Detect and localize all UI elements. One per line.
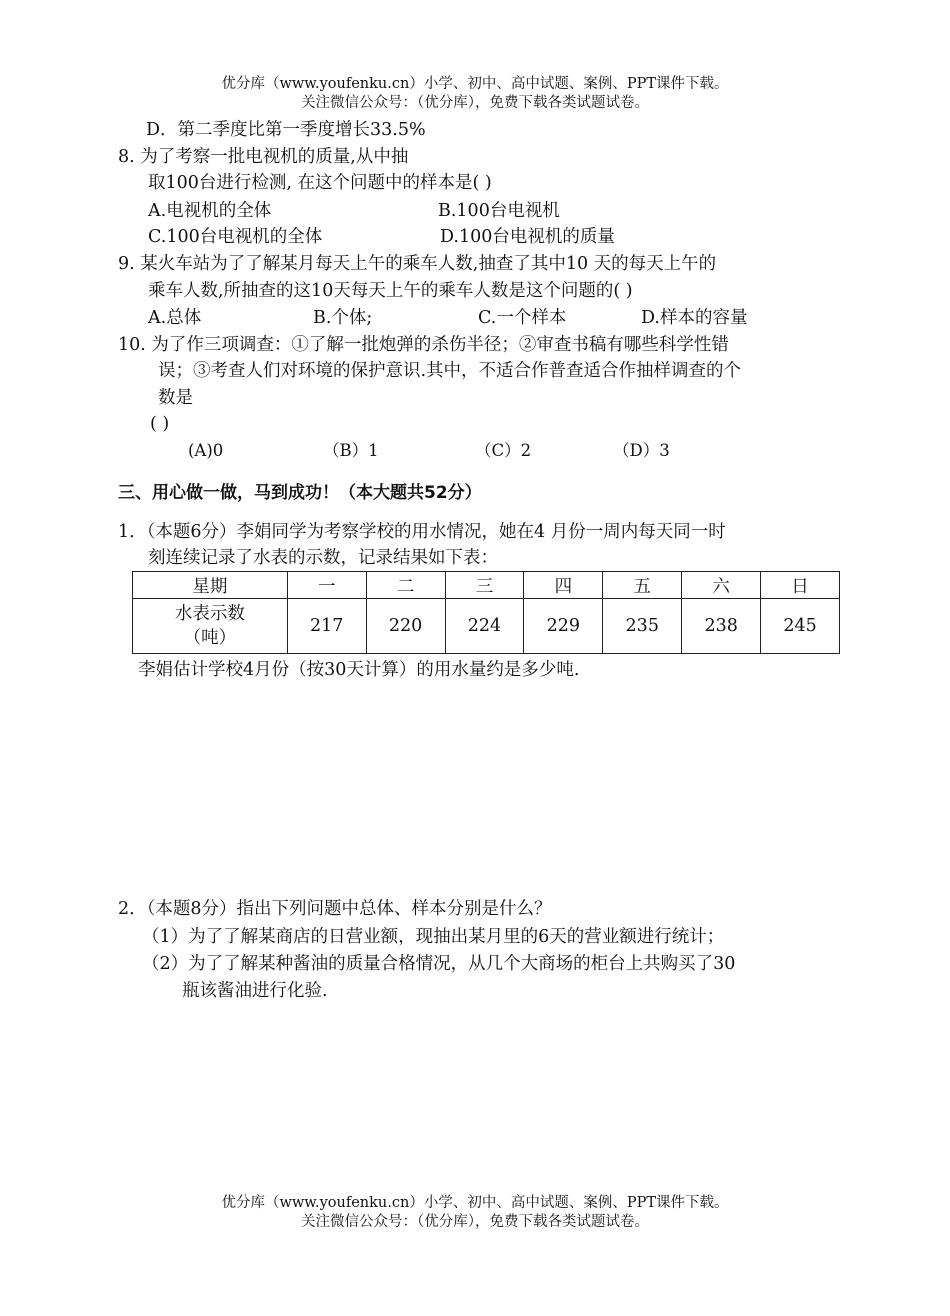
- q10-option-d: （D）3: [613, 441, 670, 460]
- q10-stem-line-2: 误；③考查人们对环境的保护意识.其中，不适合作普查适合作抽样调查的个: [158, 361, 742, 381]
- table-header-row: [133, 572, 840, 599]
- table-row-label-line-2: （吨）: [183, 628, 237, 648]
- q8-option-a: A.电视机的全体: [148, 201, 272, 221]
- q8-option-c: C.100台电视机的全体: [148, 227, 323, 247]
- table-day-cell: 四: [524, 572, 603, 599]
- q9-option-b: B.个体;: [313, 308, 373, 328]
- q9-stem-line-1: 9. 某火车站为了了解某月每天上午的乘车人数,抽查了其中10 天的每天上午的: [118, 254, 717, 274]
- table-day-cell: 一: [287, 572, 366, 599]
- q10-stem-line-3: 数是: [158, 388, 193, 408]
- q9-stem-line-2: 乘车人数,所抽查的这10天每天上午的乘车人数是这个问题的( ): [148, 281, 633, 301]
- p1-stem-line-2: 刻连续记录了水表的示数，记录结果如下表：: [148, 548, 498, 568]
- q8-stem-line-1: 8. 为了考察一批电视机的质量,从中抽: [118, 147, 409, 167]
- table-value-cell: 217: [287, 599, 366, 654]
- table-value-cell: 220: [366, 599, 445, 654]
- table-value-cell: 229: [524, 599, 603, 654]
- q8-option-b: B.100台电视机: [438, 201, 560, 221]
- p1-question: 李娟估计学校4月份（按30天计算）的用水量约是多少吨.: [138, 660, 580, 680]
- q9-option-d: D.样本的容量: [641, 308, 748, 328]
- water-meter-table: [132, 571, 840, 654]
- header-line-2: 关注微信公众号：（优分库），免费下载各类试题试卷。: [301, 95, 649, 111]
- q10-stem-line-1: 10. 为了作三项调查：①了解一批炮弹的杀伤半径；②审查书稿有哪些科学性错: [118, 335, 729, 355]
- table-value-cell: 245: [761, 599, 840, 654]
- q10-option-a: (A)0: [188, 441, 224, 460]
- p2-sub-1: （1）为了了解某商店的日营业额，现抽出某月里的6天的营业额进行统计；: [142, 927, 725, 947]
- table-value-row: [133, 599, 840, 654]
- table-value-cell: 224: [445, 599, 524, 654]
- section-3-title: 三、用心做一做，马到成功！（本大题共52分）: [118, 483, 482, 503]
- q9-option-c: C.一个样本: [478, 308, 567, 328]
- q10-option-b: （B）1: [323, 441, 379, 460]
- table-value-cell: 235: [603, 599, 682, 654]
- table-day-cell: 日: [761, 572, 840, 599]
- p1-stem-line-1: 1．（本题6分）李娟同学为考察学校的用水情况，她在4 月份一周内每天同一时: [118, 522, 726, 542]
- table-row-label-line-1: 水表示数: [174, 604, 245, 624]
- table-day-cell: 二: [366, 572, 445, 599]
- footer-line-1: 优分库（www.youfenku.cn）小学、初中、高中试题、案例、PPT课件下载。: [221, 1195, 729, 1211]
- q8-option-d: D.100台电视机的质量: [440, 227, 615, 247]
- p2-stem: 2．（本题8分）指出下列问题中总体、样本分别是什么？: [118, 899, 552, 919]
- q10-answer-paren: ( ): [150, 414, 170, 434]
- q8-stem-line-2: 取100台进行检测, 在这个问题中的样本是( ): [148, 173, 492, 193]
- table-day-cell: 三: [445, 572, 524, 599]
- header-line-1: 优分库（www.youfenku.cn）小学、初中、高中试题、案例、PPT课件下载。: [221, 76, 729, 92]
- table-value-cell: 238: [682, 599, 761, 654]
- table-header-label: 星期: [133, 572, 288, 599]
- table-day-cell: 六: [682, 572, 761, 599]
- q10-option-c: （C）2: [475, 441, 532, 460]
- table-row-label: [133, 599, 288, 654]
- q7-option-d: D．第二季度比第一季度增长33.5%: [146, 120, 426, 140]
- p2-sub-2-line-2: 瓶该酱油进行化验.: [182, 981, 328, 1001]
- q9-option-a: A.总体: [148, 308, 202, 328]
- footer-line-2: 关注微信公众号：（优分库），免费下载各类试题试卷。: [301, 1214, 649, 1230]
- p2-sub-2-line-1: （2）为了了解某种酱油的质量合格情况，从几个大商场的柜台上共购买了30: [142, 954, 736, 974]
- table-day-cell: 五: [603, 572, 682, 599]
